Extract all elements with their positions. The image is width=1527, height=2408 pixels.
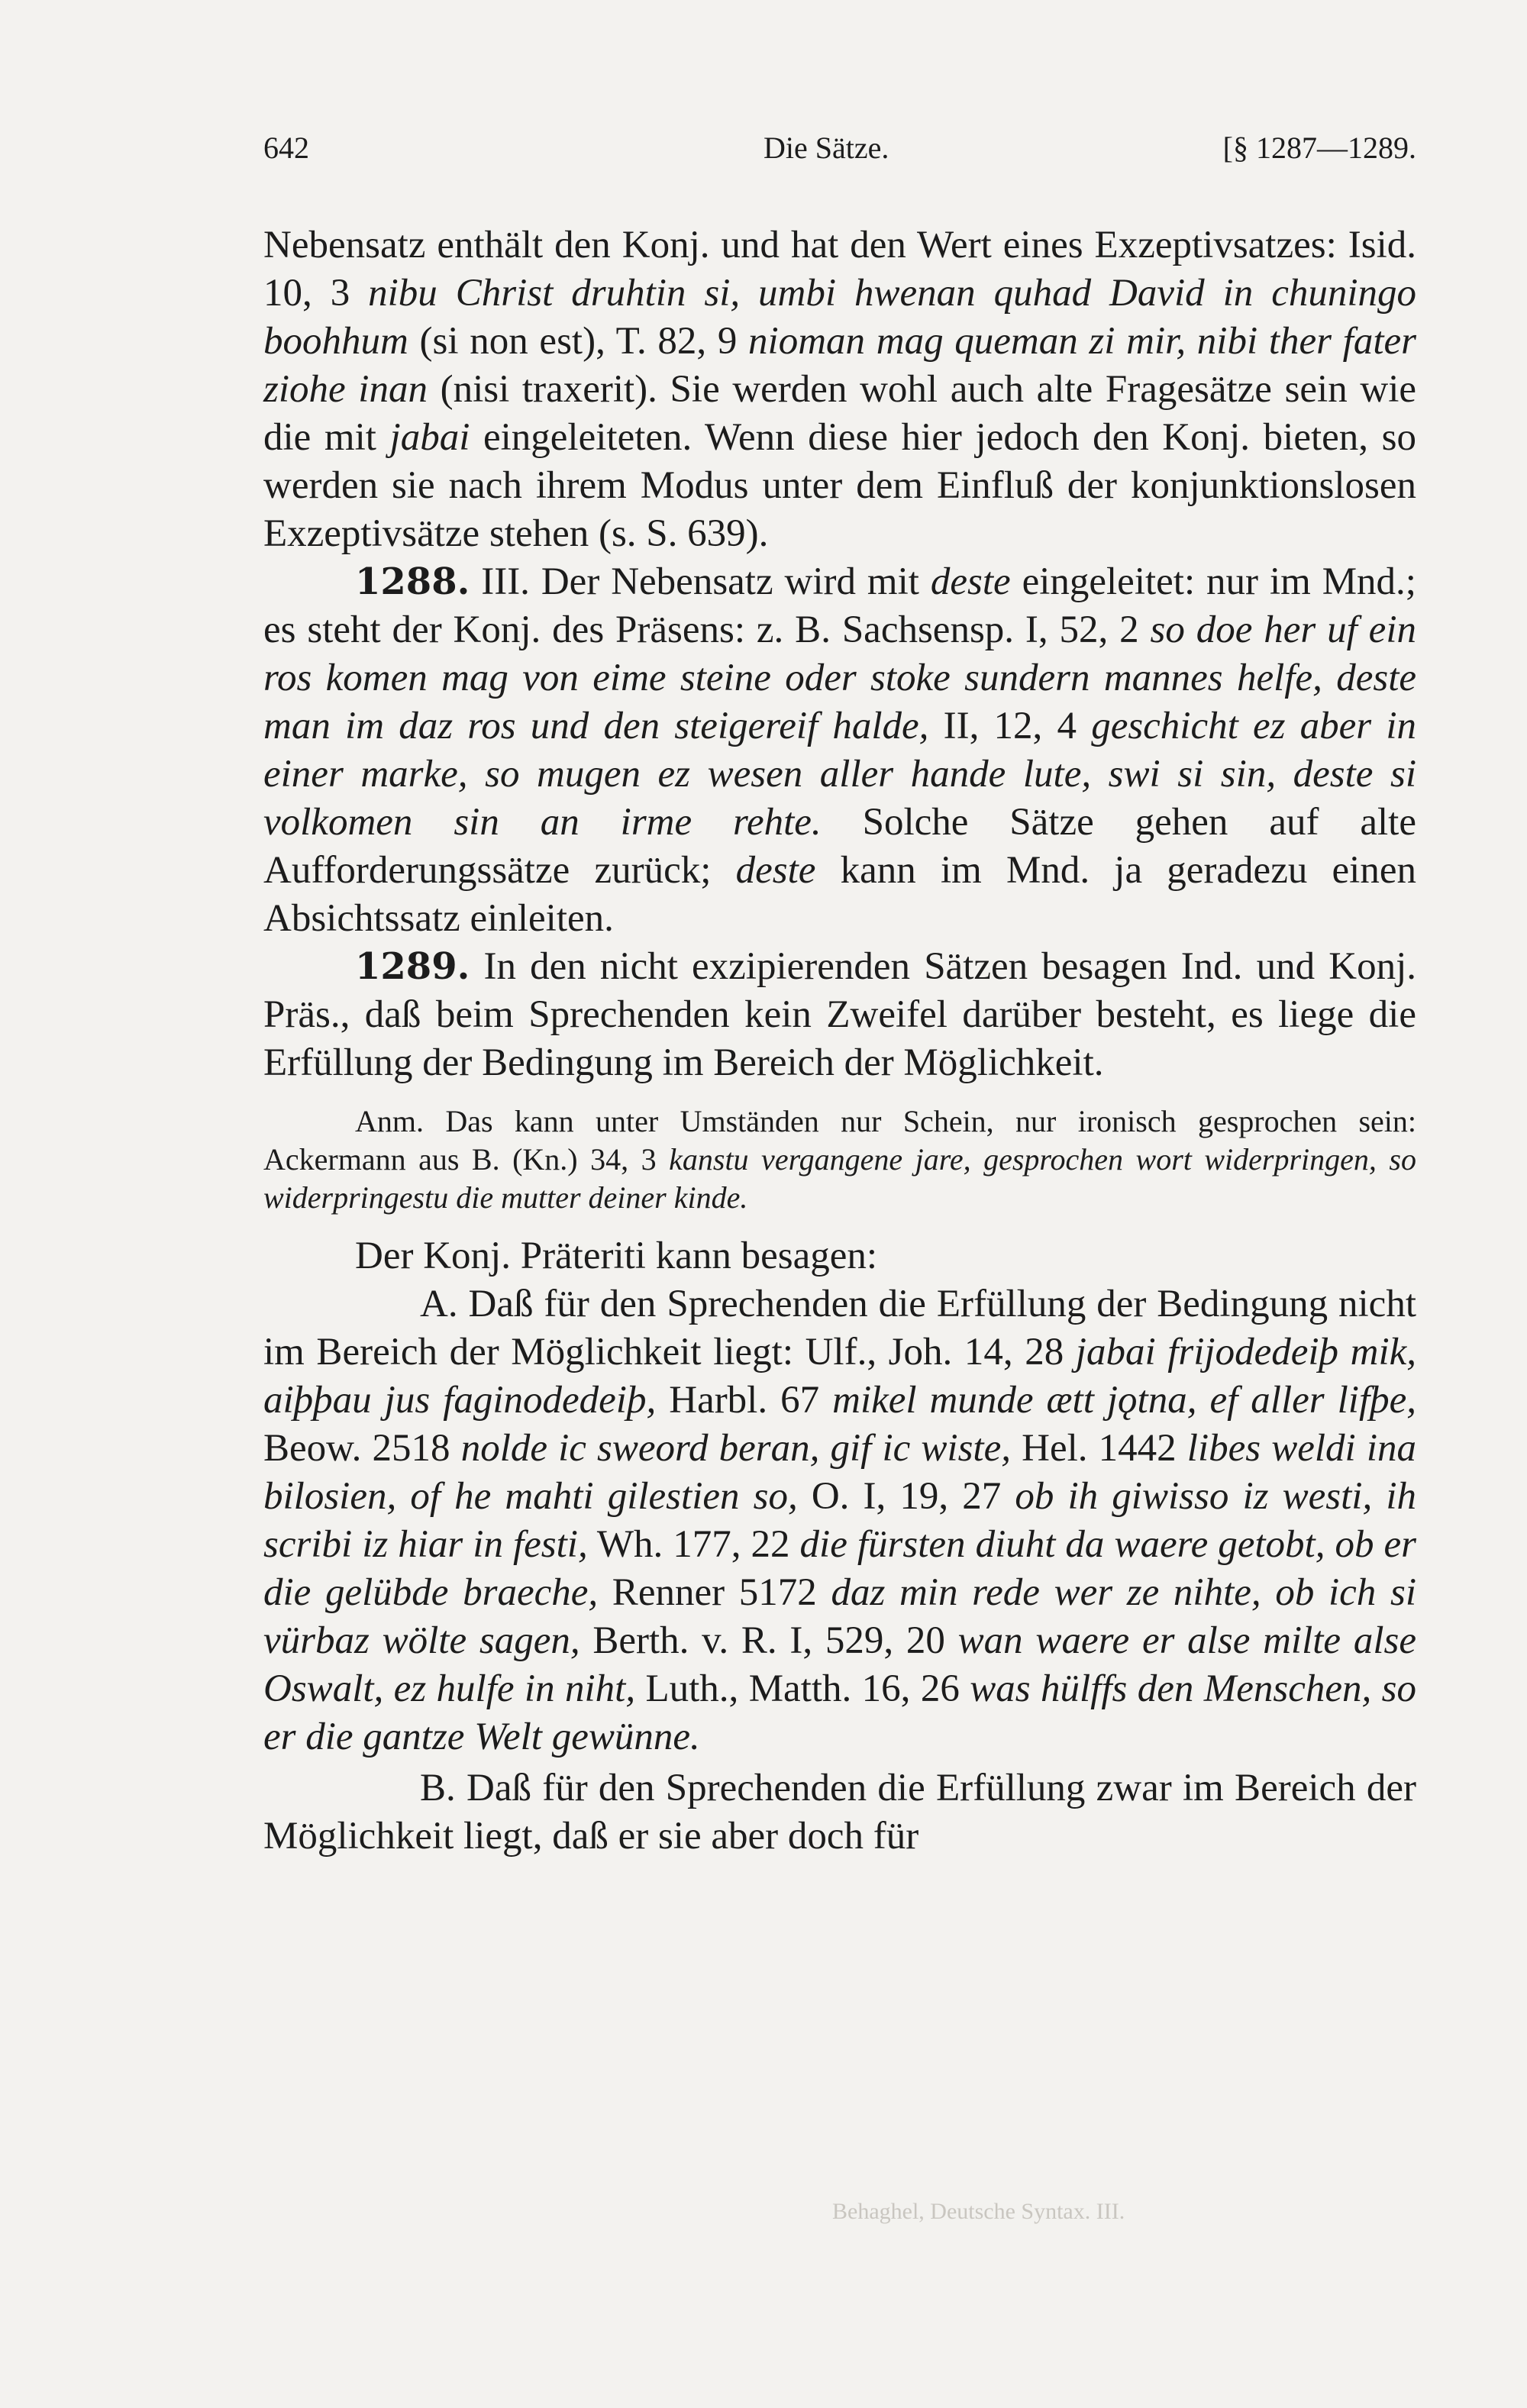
body-text xyxy=(263,221,1416,1861)
text-run: B. Daß für den Sprechenden die Erfüllung zwar im Bereich der Möglichkeit liegt, daß er sie aber doch für xyxy=(263,1767,1416,1858)
text-run: kann im Mnd. ja geradezu einen Absichtssatz einleiten. xyxy=(263,849,1416,940)
quote-run: libes weldi ina bilosien, of he mahti gilestien so, xyxy=(263,1427,1417,1518)
quote-run: geschicht ez aber in einer marke, so mugen ez wesen aller hande lute, swi si sin, deste si volkomen sin an irme rehte. xyxy=(263,705,1417,844)
note-label: Anm. xyxy=(355,1104,424,1138)
paragraph-case-a xyxy=(263,1280,1416,1761)
quote-run: kanstu vergangene jare, gesprochen wort widerpringen, so widerpringestu die mutter deiner kinde. xyxy=(263,1142,1416,1215)
section-range: [§ 1287—1289. xyxy=(1222,131,1416,165)
text-run: eingeleitet: nur im Mnd.; es steht der Konj. des Präsens: z. B. Sachsensp. I, 52, 2 xyxy=(263,560,1416,651)
quote-run: die fürsten diuht da waere getobt, ob er die gelübde braeche, xyxy=(263,1523,1416,1614)
paragraph-continuation xyxy=(263,221,1416,558)
quote-run: was hülffs den Menschen, so er die gantze Welt gewünne. xyxy=(263,1667,1416,1758)
text-run: Berth. v. R. I, 529, 20 xyxy=(579,1619,958,1662)
quote-run: wan waere er alse milte alse Oswalt, ez hulfe in niht, xyxy=(263,1619,1416,1710)
text-run: Wh. 177, 22 xyxy=(587,1523,800,1566)
quote-run: mikel munde ætt jǫtna, ef aller lifþe, xyxy=(832,1379,1416,1422)
paragraph-case-b xyxy=(263,1764,1416,1861)
text-run: Der Konj. Präteriti kann besagen: xyxy=(355,1235,878,1277)
text-run: Solche Sätze gehen auf alte Aufforderungssätze zurück; xyxy=(263,801,1416,892)
paragraph-konj xyxy=(263,1232,1416,1280)
section-number: 1289. xyxy=(355,945,470,988)
running-title: Die Sätze. xyxy=(764,131,889,165)
quote-run: ob ih giwisso iz westi, ih scribi iz hiar in festi, xyxy=(263,1475,1416,1566)
quote-run: daz min rede wer ze nihte, ob ich si vürbaz wölte sagen, xyxy=(263,1571,1417,1662)
text-run: A. Daß für den Sprechenden die Erfüllung der Bedingung nicht im Bereich der Möglichkeit liegt: Ulf., Joh. 14, 28 xyxy=(263,1283,1416,1373)
text-run: Das kann unter Umständen nur Schein, nur ironisch gesprochen sein: Ackermann aus B. (Kn.) 34, 3 xyxy=(263,1104,1416,1177)
text-run: eingeleiteten. Wenn diese hier jedoch den Konj. bieten, so werden sie nach ihrem Modus unter dem Einfluß der konjunktionslosen Exzeptivsätze stehen (s. S. 639). xyxy=(263,416,1416,555)
quote-run: nibu Christ druhtin si, umbi hwenan quhad David in chuningo boohhum xyxy=(263,272,1416,363)
paragraph-1288 xyxy=(263,558,1416,943)
paragraph-1289 xyxy=(263,943,1416,1087)
quote-run: nioman mag queman zi mir, nibi ther fater ziohe inan xyxy=(263,320,1416,411)
text-run: Beow. 2518 xyxy=(263,1427,461,1470)
quote-run: nolde ic sweord beran, gif ic wiste, xyxy=(460,1427,1011,1470)
quote-run: jabai frijodedeiþ mik, aiþþau jus faginodedeiþ, xyxy=(263,1331,1416,1422)
text-run: In den nicht exzipierenden Sätzen besagen Ind. und Konj. Präs., daß beim Sprechenden kein Zweifel darüber besteht, es liege die Erfüllung der Bedingung im Bereich der Möglichkeit. xyxy=(263,945,1416,1084)
text-run: Hel. 1442 xyxy=(1011,1427,1187,1470)
text-run: Renner 5172 xyxy=(598,1571,831,1614)
text-run: III. Der Nebensatz wird mit xyxy=(470,560,931,603)
quote-run: deste xyxy=(930,560,1011,603)
running-header xyxy=(263,130,1416,176)
bleed-through-footer: Behaghel, Deutsche Syntax. III. xyxy=(832,2199,1125,2224)
text-run: (si non est), T. 82, 9 xyxy=(408,320,749,363)
annotation-note xyxy=(263,1102,1416,1217)
section-number: 1288. xyxy=(355,560,470,603)
text-run: Luth., Matth. 16, 26 xyxy=(635,1667,970,1710)
quote-run: jabai xyxy=(389,416,470,459)
text-run: O. I, 19, 27 xyxy=(797,1475,1015,1518)
text-run: Harbl. 67 xyxy=(656,1379,833,1422)
text-run: II, 12, 4 xyxy=(928,705,1092,747)
page-number: 642 xyxy=(263,131,309,165)
text-run: (nisi traxerit). Sie werden wohl auch alte Fragesätze sein wie die mit xyxy=(263,368,1416,459)
quote-run: deste xyxy=(735,849,816,892)
quote-run: so doe her uf ein ros komen mag von eime steine oder stoke sundern mannes helfe, deste man im daz ros und den steigereif halde, xyxy=(263,608,1416,747)
text-run: Nebensatz enthält den Konj. und hat den Wert eines Exzeptivsatzes: Isid. 10, 3 xyxy=(263,224,1416,315)
